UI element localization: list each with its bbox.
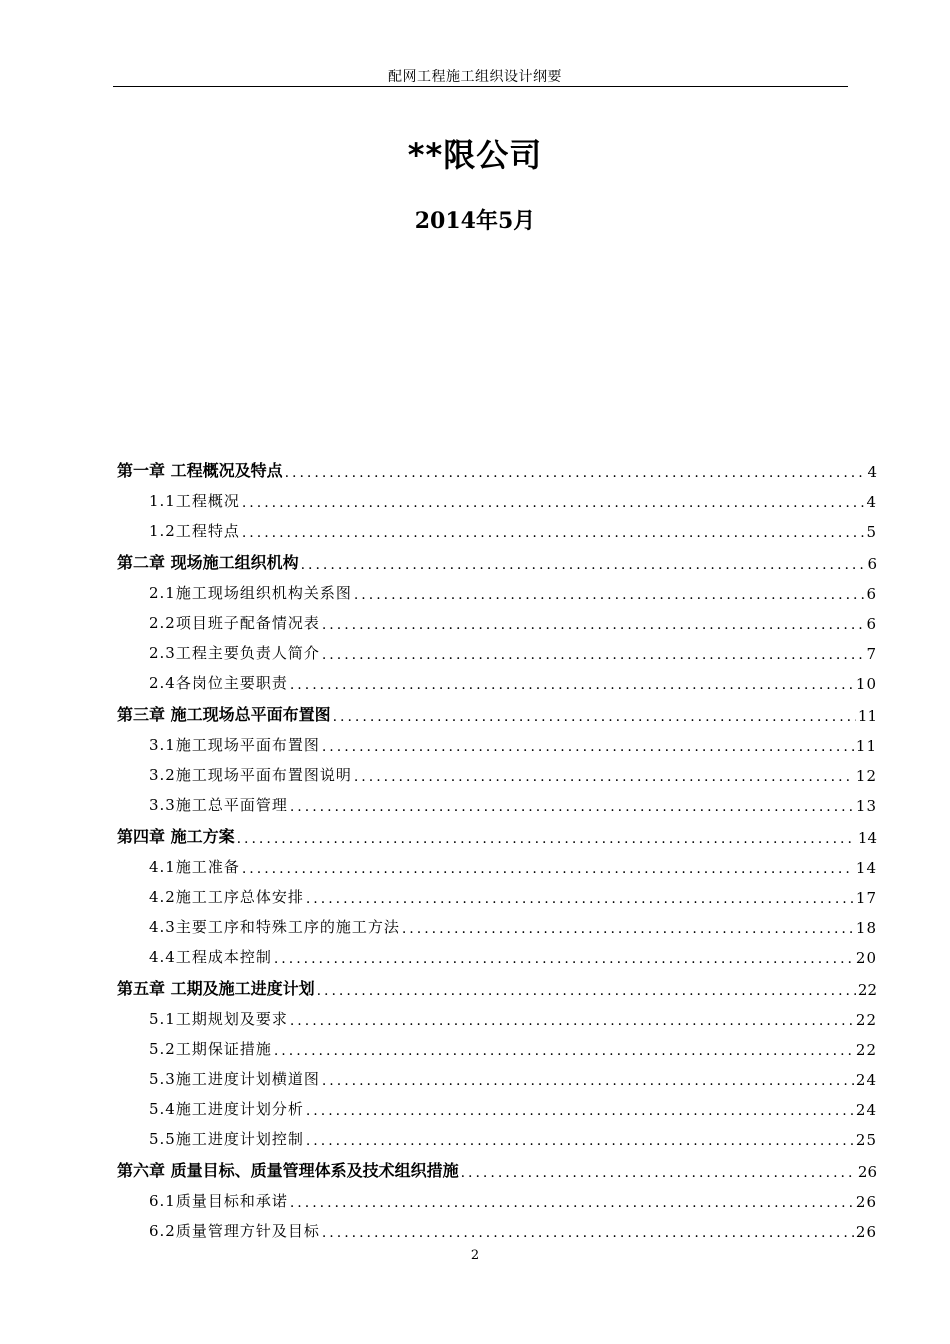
- toc-entry-label: 4.2施工工序总体安排: [149, 888, 304, 906]
- toc-entry-label: 3.1施工现场平面布置图: [149, 736, 320, 754]
- toc-entry-label: 1.1工程概况: [149, 492, 240, 510]
- toc-dot-leader: [306, 891, 854, 907]
- toc-entry-page: 11: [855, 737, 877, 755]
- toc-entry-label: 5.3施工进度计划横道图: [149, 1070, 320, 1088]
- toc-entry-label: 第四章 施工方案: [117, 827, 235, 846]
- toc-chapter-entry[interactable]: [117, 971, 877, 999]
- toc-section-entry[interactable]: [117, 877, 877, 907]
- toc-entry-label: 4.4工程成本控制: [149, 948, 272, 966]
- toc-entry-page: 26: [855, 1193, 877, 1211]
- toc-entry-page: 26: [857, 1163, 877, 1181]
- toc-section-entry[interactable]: [117, 603, 877, 633]
- toc-section-entry[interactable]: [117, 1029, 877, 1059]
- toc-entry-page: 22: [855, 1011, 877, 1029]
- toc-entry-label: 第一章 工程概况及特点: [117, 461, 283, 480]
- toc-dot-leader: [306, 1133, 854, 1149]
- toc-entry-page: 5: [866, 523, 877, 541]
- toc-dot-leader: [301, 557, 865, 573]
- toc-section-entry[interactable]: [117, 937, 877, 967]
- toc-dot-leader: [354, 769, 854, 785]
- toc-section-entry[interactable]: [117, 663, 877, 693]
- toc-dot-leader: [333, 709, 856, 725]
- toc-dot-leader: [322, 1225, 854, 1241]
- toc-entry-page: 7: [866, 645, 877, 663]
- toc-section-entry[interactable]: [117, 907, 877, 937]
- toc-dot-leader: [274, 951, 854, 967]
- toc-entry-page: 6: [867, 555, 877, 573]
- toc-section-entry[interactable]: [117, 847, 877, 877]
- toc-entry-page: 14: [855, 859, 877, 877]
- toc-entry-label: 5.4施工进度计划分析: [149, 1100, 304, 1118]
- toc-dot-leader: [242, 495, 865, 511]
- toc-entry-page: 14: [857, 829, 877, 847]
- toc-dot-leader: [306, 1103, 854, 1119]
- toc-entry-label: 5.5施工进度计划控制: [149, 1130, 304, 1148]
- toc-entry-label: 5.2工期保证措施: [149, 1040, 272, 1058]
- toc-section-entry[interactable]: [117, 1089, 877, 1119]
- toc-entry-page: 4: [866, 493, 877, 511]
- toc-dot-leader: [237, 831, 856, 847]
- toc-section-entry[interactable]: [117, 511, 877, 541]
- toc-dot-leader: [317, 983, 856, 999]
- toc-section-entry[interactable]: [117, 1211, 877, 1241]
- toc-section-entry[interactable]: [117, 725, 877, 755]
- toc-section-entry[interactable]: [117, 1059, 877, 1089]
- toc-dot-leader: [354, 587, 865, 603]
- running-header: 配网工程施工组织设计纲要: [388, 69, 562, 85]
- toc-entry-label: 1.2工程特点: [149, 522, 240, 540]
- toc-dot-leader: [290, 1195, 854, 1211]
- toc-chapter-entry[interactable]: [117, 545, 877, 573]
- toc-section-entry[interactable]: [117, 999, 877, 1029]
- toc-entry-label: 4.1施工准备: [149, 858, 240, 876]
- toc-entry-label: 第五章 工期及施工进度计划: [117, 979, 315, 998]
- toc-entry-label: 3.3施工总平面管理: [149, 796, 288, 814]
- toc-entry-label: 第三章 施工现场总平面布置图: [117, 705, 331, 724]
- toc-section-entry[interactable]: [117, 633, 877, 663]
- toc-section-entry[interactable]: [117, 785, 877, 815]
- toc-dot-leader: [290, 799, 854, 815]
- toc-section-entry[interactable]: [117, 1119, 877, 1149]
- toc-dot-leader: [322, 647, 865, 663]
- toc-entry-page: 17: [855, 889, 877, 907]
- toc-dot-leader: [322, 1073, 854, 1089]
- company-title: **限公司: [407, 136, 543, 174]
- toc-entry-label: 第二章 现场施工组织机构: [117, 553, 299, 572]
- toc-entry-page: 13: [855, 797, 877, 815]
- toc-chapter-entry[interactable]: [117, 1153, 877, 1181]
- toc-entry-label: 2.3工程主要负责人简介: [149, 644, 320, 662]
- toc-entry-page: 10: [855, 675, 877, 693]
- toc-entry-label: 第六章 质量目标、质量管理体系及技术组织措施: [117, 1161, 459, 1180]
- toc-entry-page: 11: [857, 707, 877, 725]
- toc-section-entry[interactable]: [117, 1181, 877, 1211]
- toc-dot-leader: [461, 1165, 856, 1181]
- toc-dot-leader: [322, 617, 865, 633]
- toc-entry-label: 2.2项目班子配备情况表: [149, 614, 320, 632]
- toc-entry-page: 6: [866, 615, 877, 633]
- toc-chapter-entry[interactable]: [117, 453, 877, 481]
- toc-entry-label: 4.3主要工序和特殊工序的施工方法: [149, 918, 400, 936]
- toc-dot-leader: [274, 1043, 854, 1059]
- toc-entry-label: 6.1质量目标和承诺: [149, 1192, 288, 1210]
- toc-dot-leader: [290, 677, 854, 693]
- toc-entry-label: 2.1施工现场组织机构关系图: [149, 584, 352, 602]
- toc-dot-leader: [285, 465, 865, 481]
- toc-entry-label: 2.4各岗位主要职责: [149, 674, 288, 692]
- toc-dot-leader: [242, 525, 865, 541]
- toc-entry-page: 22: [857, 981, 877, 999]
- toc-chapter-entry[interactable]: [117, 819, 877, 847]
- toc-entry-page: 6: [866, 585, 877, 603]
- toc-section-entry[interactable]: [117, 481, 877, 511]
- toc-entry-label: 5.1工期规划及要求: [149, 1010, 288, 1028]
- header-rule: [113, 86, 848, 87]
- document-date: 2014年5月: [414, 208, 536, 234]
- toc-entry-page: 4: [867, 463, 877, 481]
- toc-entry-page: 18: [855, 919, 877, 937]
- toc-dot-leader: [402, 921, 854, 937]
- toc-chapter-entry[interactable]: [117, 697, 877, 725]
- toc-entry-page: 24: [855, 1101, 877, 1119]
- toc-dot-leader: [242, 861, 854, 877]
- toc-entry-page: 25: [855, 1131, 877, 1149]
- toc-section-entry[interactable]: [117, 573, 877, 603]
- toc-dot-leader: [290, 1013, 854, 1029]
- table-of-contents: [117, 449, 877, 1241]
- toc-entry-label: 3.2施工现场平面布置图说明: [149, 766, 352, 784]
- toc-section-entry[interactable]: [117, 755, 877, 785]
- toc-entry-label: 6.2质量管理方针及目标: [149, 1222, 320, 1240]
- toc-entry-page: 24: [855, 1071, 877, 1089]
- page-number: 2: [470, 1248, 480, 1263]
- toc-entry-page: 22: [855, 1041, 877, 1059]
- toc-dot-leader: [322, 739, 854, 755]
- toc-entry-page: 26: [855, 1223, 877, 1241]
- toc-entry-page: 20: [855, 949, 877, 967]
- toc-entry-page: 12: [855, 767, 877, 785]
